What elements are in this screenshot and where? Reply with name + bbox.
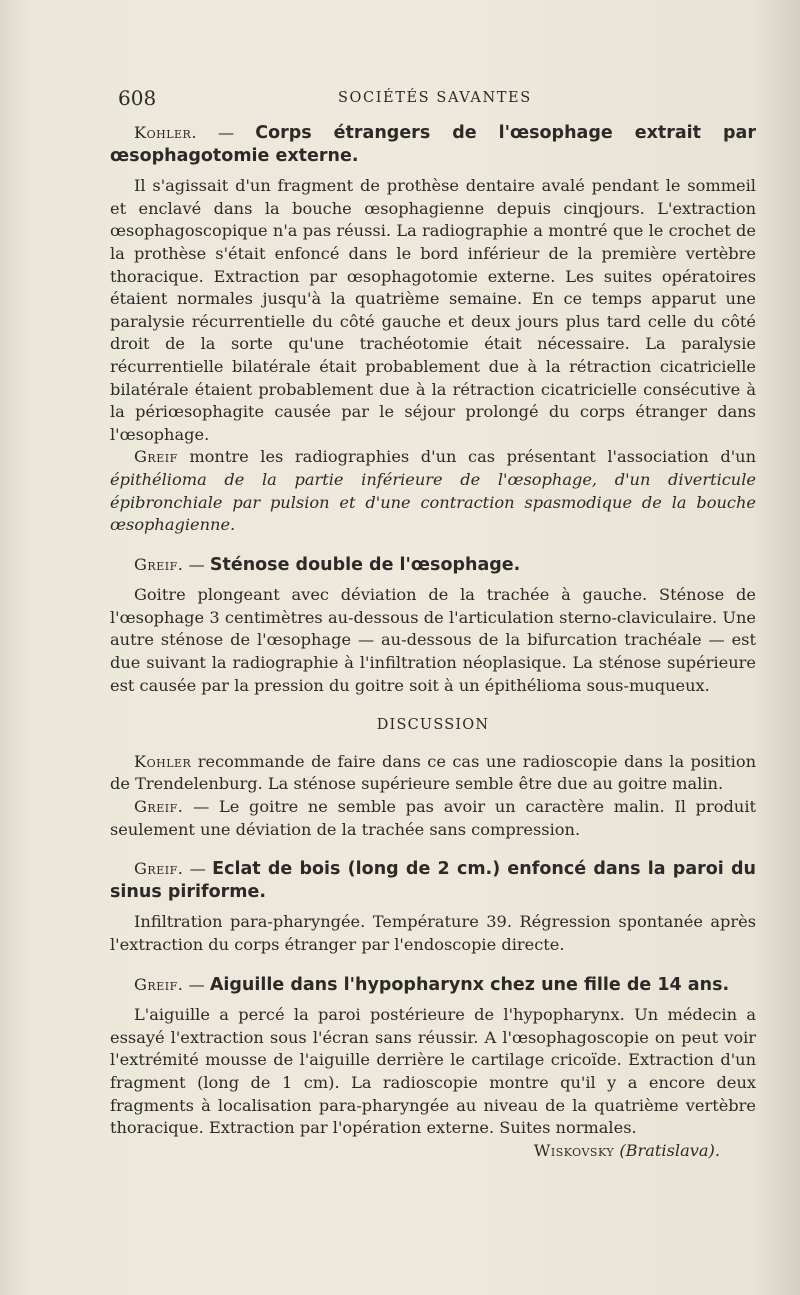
article-greif-stenose	[110, 554, 756, 698]
reply-italic-text: épithélioma de la partie inférieure de l'œsophage, d'un diverticule épibronchiale par pulsion et d'une contraction spasmodique de la bouche œsophagienne.	[110, 469, 756, 535]
discussion-heading: DISCUSSION	[376, 717, 490, 734]
heading-dash: —	[196, 123, 256, 142]
article-reply	[110, 446, 756, 536]
discussion-greif	[110, 796, 756, 841]
article-author: Greif.	[134, 554, 184, 574]
article-body: Il s'agissait d'un fragment de prothèse dentaire avalé pendant le sommeil et enclavé dans la bouche œsophagienne depuis cinqjours. L'extraction œsophagoscopique n'a pas réussi. La radiographie a montré que le crochet de la prothèse s'était enfoncé dans le bord inférieur de la première vertèbre thoracique. Extraction par œsophagotomie externe. Les suites opératoires étaient normales jusqu'à la quatrième semaine. En ce temps apparut une paralysie récurrentielle du côté gauche et deux jours plus tard celle du côté droit de la sorte qu'une trachéotomie était nécessaire. La paralysie récurrentielle bilatérale était probablement due à la rétraction cicatricielle bilatérale étaient probablement due à la rétraction cicatricielle consécutive à la périœsophagite causée par le séjour prolongé du corps étranger dans l'œsophage.	[110, 176, 756, 444]
article-title: Aiguille dans l'hypopharynx chez une fille de 14 ans.	[209, 974, 730, 995]
article-author: Kohler.	[134, 123, 197, 142]
article-kohler-corps-etrangers	[110, 122, 756, 537]
article-heading	[110, 122, 756, 167]
heading-dash: —	[183, 974, 210, 994]
page-header	[118, 86, 768, 110]
signature	[110, 1140, 720, 1163]
signature-name: Wiskovsky	[533, 1140, 615, 1160]
article-heading	[110, 554, 756, 577]
reply-text: montre les radiographies d'un cas présentant l'association d'un	[177, 447, 756, 467]
article-greif-eclat-de-bois	[110, 858, 756, 956]
article-heading	[110, 858, 756, 903]
article-body: Goitre plongeant avec déviation de la trachée à gauche. Sténose de l'œsophage 3 centimètres au-dessous de l'articulation sterno-claviculaire. Une autre sténose de l'œsophage — au-dessous de la bifurcation trachéale — est due suivant la radiographie à l'infiltration néoplasique. La sténose supérieure est causée par la pression du goitre soit à un épithélioma sous-muqueux.	[110, 585, 756, 695]
article-author: Greif.	[134, 974, 184, 994]
reply-author: Greif	[134, 447, 178, 467]
article-title: Eclat de bois (long de 2 cm.) enfoncé dans la paroi du sinus piriforme.	[110, 859, 757, 902]
discussion-kohler-author: Kohler	[134, 751, 192, 771]
discussion-greif-author: Greif.	[134, 797, 184, 817]
discussion-section	[110, 714, 756, 841]
article-body: Infiltration para-pharyngée. Température 39. Régression spontanée après l'extraction du corps étranger par l'endoscopie directe.	[110, 912, 756, 954]
article-author: Greif.	[134, 859, 184, 879]
article-title: Sténose double de l'œsophage.	[209, 554, 521, 575]
heading-dash: —	[183, 859, 213, 879]
signature-place: (Bratislava).	[619, 1140, 720, 1160]
article-title: Corps étrangers de l'œsophage extrait par œsophagotomie externe.	[110, 123, 756, 166]
page-number: 608	[118, 86, 157, 110]
article-body: L'aiguille a percé la paroi postérieure de l'hypopharynx. Un médecin a essayé l'extraction sous l'écran sans réussir. A l'œsophagoscopie on peut voir l'extrémité mousse de l'aiguille derrière le cartilage cricoïde. Extraction d'un fragment (long de 1 cm). La radioscopie montre qu'il y a encore deux fragments à localisation para-pharyngée au niveau de la quatrième vertèbre thoracique. Extraction par l'opération externe. Suites normales.	[110, 1005, 756, 1138]
heading-dash: —	[183, 554, 210, 574]
running-head: SOCIÉTÉS SAVANTES	[338, 90, 532, 106]
discussion-kohler-text: recommande de faire dans ce cas une radioscopie dans la position de Trendelenburg. La sténose supérieure semble être due au goitre malin.	[110, 751, 756, 794]
discussion-kohler	[110, 751, 756, 796]
article-heading	[110, 974, 756, 997]
page-content	[110, 122, 756, 1179]
article-greif-aiguille	[110, 974, 756, 1163]
discussion-greif-text: — Le goitre ne semble pas avoir un caractère malin. Il produit seulement une déviation de la trachée sans compression.	[110, 797, 756, 839]
